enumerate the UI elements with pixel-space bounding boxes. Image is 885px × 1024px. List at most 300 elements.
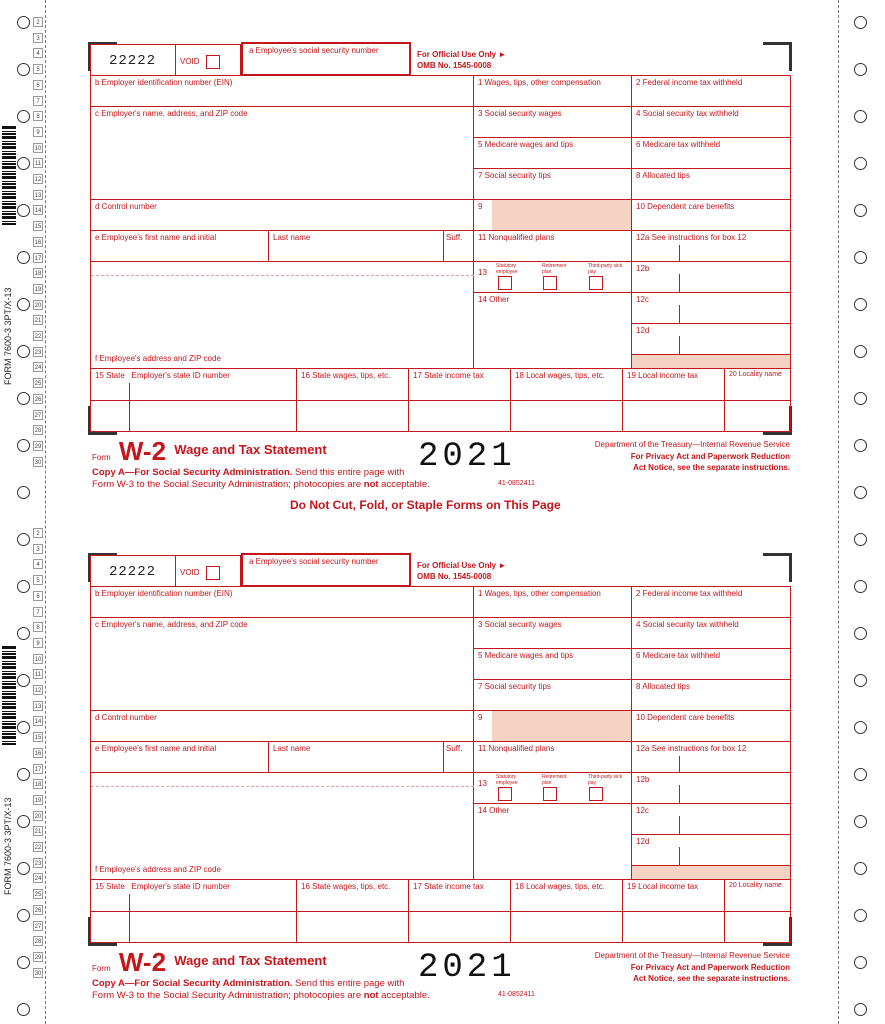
box-16-label: 16 State wages, tips, etc. xyxy=(301,371,391,380)
box-17[interactable] xyxy=(409,880,511,912)
privacy-notice-1: For Privacy Act and Paperwork Reduction xyxy=(630,452,790,461)
right-feed-hole xyxy=(854,204,867,217)
box-12a-code-divider xyxy=(679,245,680,261)
line-number: 16 xyxy=(33,748,43,758)
box-13-label: 13 xyxy=(478,779,487,788)
line-number: 6 xyxy=(33,591,43,601)
left-feed-hole xyxy=(17,909,30,922)
control-code-cell xyxy=(91,44,176,76)
box-c-label: c Employer's name, address, and ZIP code xyxy=(95,109,248,118)
box-12a-label: 12a See instructions for box 12 xyxy=(636,744,747,753)
box-19[interactable] xyxy=(623,369,725,401)
line-number: 11 xyxy=(33,669,43,679)
ssn-label: a Employee's social security number xyxy=(249,557,379,566)
box-5-label: 5 Medicare wages and tips xyxy=(478,140,574,149)
line-number: 6 xyxy=(33,80,43,90)
box-17-line2[interactable] xyxy=(409,401,511,432)
left-feed-hole xyxy=(17,533,30,546)
copy-line2-a: Form W-3 to the Social Security Administration; photocopies are xyxy=(92,479,364,490)
box-14-other[interactable] xyxy=(474,804,632,880)
copy-line2-b: acceptable. xyxy=(378,479,430,490)
left-feed-hole xyxy=(17,815,30,828)
copy-a-rest: Send this entire page with xyxy=(292,467,405,478)
box-9-shading xyxy=(492,711,631,741)
box-16-line2[interactable] xyxy=(297,912,409,943)
line-number: 30 xyxy=(33,457,43,467)
box-12d[interactable] xyxy=(632,324,791,355)
box-d-label: d Control number xyxy=(95,202,157,211)
copy-line2-not: not xyxy=(363,990,379,1001)
box-16[interactable] xyxy=(297,369,409,401)
box-6[interactable] xyxy=(632,138,791,169)
line-number: 10 xyxy=(33,654,43,664)
box-9-label: 9 xyxy=(474,711,496,742)
right-feed-hole xyxy=(854,627,867,640)
box-16-line2[interactable] xyxy=(297,401,409,432)
line-number: 2 xyxy=(33,17,43,27)
official-use-label: For Official Use Only ► xyxy=(417,50,507,59)
box-2[interactable] xyxy=(632,587,791,618)
box-20-line2[interactable] xyxy=(725,912,791,943)
box-15-divider-2 xyxy=(129,401,130,432)
box-11[interactable] xyxy=(474,231,632,262)
left-feed-hole xyxy=(17,110,30,123)
copy-line2-not: not xyxy=(363,479,379,490)
box-12d-code-divider xyxy=(679,336,680,354)
official-use-cell xyxy=(411,555,791,587)
box-20[interactable] xyxy=(725,880,791,912)
box-e-suff-label: Suff. xyxy=(446,744,463,753)
right-feed-hole xyxy=(854,580,867,593)
box-e-first[interactable] xyxy=(91,742,269,773)
box-12d[interactable] xyxy=(632,835,791,866)
left-feed-hole xyxy=(17,251,30,264)
tax-year: 2021 xyxy=(418,438,516,476)
box-14-label: 14 Other xyxy=(478,806,510,815)
box-4[interactable] xyxy=(632,107,791,138)
copy-line2-b: acceptable. xyxy=(378,990,430,1001)
line-number: 23 xyxy=(33,858,43,868)
line-number: 14 xyxy=(33,205,43,215)
box-12a[interactable] xyxy=(632,231,791,262)
line-number: 12 xyxy=(33,685,43,695)
line-number: 29 xyxy=(33,441,43,451)
left-feed-hole xyxy=(17,862,30,875)
box-12d-code-divider xyxy=(679,847,680,865)
left-feed-hole xyxy=(17,956,30,969)
right-feed-hole xyxy=(854,862,867,875)
line-number: 11 xyxy=(33,158,43,168)
line-number: 13 xyxy=(33,701,43,711)
line-number: 27 xyxy=(33,410,43,420)
box-d-control[interactable] xyxy=(91,711,474,742)
statutory-label: Statutory employee xyxy=(496,774,518,786)
box-13 xyxy=(474,262,632,293)
right-feed-hole xyxy=(854,909,867,922)
box-5[interactable] xyxy=(474,138,632,169)
left-feed-hole xyxy=(17,63,30,76)
right-feed-hole xyxy=(854,392,867,405)
box-12c-code-divider xyxy=(679,305,680,323)
box-1-label: 1 Wages, tips, other compensation xyxy=(478,589,601,598)
box-16-label: 16 State wages, tips, etc. xyxy=(301,882,391,891)
line-number: 22 xyxy=(33,842,43,852)
right-feed-hole xyxy=(854,721,867,734)
wage-tax-statement: Wage and Tax Statement xyxy=(174,953,327,968)
box-12b-label: 12b xyxy=(636,264,650,273)
void-cell xyxy=(176,555,241,587)
official-use-label: For Official Use Only ► xyxy=(417,561,507,570)
box-9-shading xyxy=(492,200,631,230)
left-feed-hole xyxy=(17,345,30,358)
box-20-label: 20 Locality name xyxy=(729,371,782,378)
line-number: 20 xyxy=(33,300,43,310)
box-19-line2[interactable] xyxy=(623,401,725,432)
line-number: 4 xyxy=(33,559,43,569)
form-grid xyxy=(90,44,791,432)
box-12b[interactable] xyxy=(632,773,791,804)
box-15-state-line2[interactable] xyxy=(91,912,297,943)
box-15-id-label: Employer's state ID number xyxy=(131,882,230,891)
box-15-state[interactable] xyxy=(91,880,297,912)
box-1[interactable] xyxy=(474,587,632,618)
box-15-label: 15 State xyxy=(95,882,125,891)
tax-year: 2021 xyxy=(418,949,516,987)
form-grid xyxy=(90,555,791,943)
box-9 xyxy=(474,200,632,231)
box-12b[interactable] xyxy=(632,262,791,293)
box-f-address[interactable] xyxy=(91,262,474,369)
copy-a-line2 xyxy=(92,990,430,1001)
line-number: 15 xyxy=(33,221,43,231)
omb-number: OMB No. 1545-0008 xyxy=(417,572,492,581)
box-5[interactable] xyxy=(474,649,632,680)
left-feed-hole xyxy=(17,768,30,781)
form-word: Form xyxy=(92,964,111,973)
box-6-label: 6 Medicare tax withheld xyxy=(636,651,721,660)
box-12b-label: 12b xyxy=(636,775,650,784)
right-feed-hole xyxy=(854,298,867,311)
void-cell xyxy=(176,44,241,76)
line-number: 12 xyxy=(33,174,43,184)
vertical-form-label-2: FORM 7600-3 3PT/X-13 xyxy=(3,797,13,895)
box-7[interactable] xyxy=(474,680,632,711)
ssn-field[interactable] xyxy=(241,553,411,587)
box-1[interactable] xyxy=(474,76,632,107)
line-number: 10 xyxy=(33,143,43,153)
line-number: 7 xyxy=(33,607,43,617)
box-b-label: b Employer identification number (EIN) xyxy=(95,589,233,598)
box-b-ein[interactable] xyxy=(91,587,474,618)
line-number: 21 xyxy=(33,315,43,325)
copy-line2-a: Form W-3 to the Social Security Administration; photocopies are xyxy=(92,990,364,1001)
control-code: 22222 xyxy=(109,53,157,69)
left-feed-hole xyxy=(17,439,30,452)
line-number: 27 xyxy=(33,921,43,931)
line-number: 8 xyxy=(33,622,43,632)
vertical-form-label: FORM 7600-3 3PT/X-13 xyxy=(3,287,13,385)
line-number: 26 xyxy=(33,394,43,404)
barcode-top xyxy=(2,125,16,225)
left-feed-hole xyxy=(17,298,30,311)
line-number: 4 xyxy=(33,48,43,58)
retirement-checkbox[interactable] xyxy=(543,276,557,290)
box-16[interactable] xyxy=(297,880,409,912)
box-6[interactable] xyxy=(632,649,791,680)
box-17-line2[interactable] xyxy=(409,912,511,943)
box-6-label: 6 Medicare tax withheld xyxy=(636,140,721,149)
box-15-label: 15 State xyxy=(95,371,125,380)
name-dotted-line xyxy=(91,786,474,787)
void-checkbox[interactable] xyxy=(206,55,220,69)
left-perforation xyxy=(45,0,46,1024)
line-number: 17 xyxy=(33,253,43,263)
right-feed-hole xyxy=(854,439,867,452)
box-8-label: 8 Allocated tips xyxy=(636,171,690,180)
box-e-suff[interactable] xyxy=(444,742,474,773)
form-word: Form xyxy=(92,453,111,462)
privacy-notice-1: For Privacy Act and Paperwork Reduction xyxy=(630,963,790,972)
copy-a-bold: Copy A—For Social Security Administration. xyxy=(92,978,293,989)
void-label: VOID xyxy=(180,57,200,67)
right-feed-hole xyxy=(854,768,867,781)
line-number: 13 xyxy=(33,190,43,200)
box-3[interactable] xyxy=(474,618,632,649)
statutory-checkbox[interactable] xyxy=(498,787,512,801)
line-number: 23 xyxy=(33,347,43,357)
line-number: 9 xyxy=(33,638,43,648)
box-14-label: 14 Other xyxy=(478,295,510,304)
right-feed-hole xyxy=(854,63,867,76)
box-e-last-label: Last name xyxy=(273,233,311,242)
box-18-label: 18 Local wages, tips, etc. xyxy=(515,371,605,380)
left-feed-hole xyxy=(17,157,30,170)
box-d-label: d Control number xyxy=(95,713,157,722)
copy-a-rest: Send this entire page with xyxy=(292,978,405,989)
line-number: 19 xyxy=(33,795,43,805)
box-12c[interactable] xyxy=(632,293,791,324)
box-14-other[interactable] xyxy=(474,293,632,369)
right-feed-hole xyxy=(854,157,867,170)
line-number: 19 xyxy=(33,284,43,294)
box-12-shading xyxy=(632,866,791,880)
box-20-label: 20 Locality name xyxy=(729,882,782,889)
box-e-suff[interactable] xyxy=(444,231,474,262)
void-label: VOID xyxy=(180,568,200,578)
box-10[interactable] xyxy=(632,200,791,231)
box-12-shading xyxy=(632,355,791,369)
box-17[interactable] xyxy=(409,369,511,401)
left-feed-hole xyxy=(17,721,30,734)
right-feed-hole xyxy=(854,110,867,123)
line-number: 22 xyxy=(33,331,43,341)
box-17-label: 17 State income tax xyxy=(413,371,484,380)
line-number: 18 xyxy=(33,779,43,789)
statutory-checkbox[interactable] xyxy=(498,276,512,290)
catalog-number: 41-0852411 xyxy=(498,991,535,998)
right-feed-hole xyxy=(854,345,867,358)
box-8[interactable] xyxy=(632,680,791,711)
box-12b-code-divider xyxy=(679,274,680,292)
ssn-field[interactable] xyxy=(241,42,411,76)
line-number: 24 xyxy=(33,362,43,372)
box-17-label: 17 State income tax xyxy=(413,882,484,891)
line-number: 26 xyxy=(33,905,43,915)
box-8-label: 8 Allocated tips xyxy=(636,682,690,691)
line-number: 5 xyxy=(33,575,43,585)
w2-title: W-2 xyxy=(118,947,167,977)
box-7-label: 7 Social security tips xyxy=(478,171,551,180)
box-18[interactable] xyxy=(511,880,623,912)
wage-tax-statement: Wage and Tax Statement xyxy=(174,442,327,457)
box-b-label: b Employer identification number (EIN) xyxy=(95,78,233,87)
box-15-divider-2 xyxy=(129,912,130,943)
box-f-address[interactable] xyxy=(91,773,474,880)
box-11[interactable] xyxy=(474,742,632,773)
right-feed-hole xyxy=(854,956,867,969)
copy-a-bold: Copy A—For Social Security Administration. xyxy=(92,467,293,478)
retirement-label: Retirement plan xyxy=(542,774,567,786)
box-4-label: 4 Social security tax withheld xyxy=(636,109,739,118)
box-13 xyxy=(474,773,632,804)
box-4-label: 4 Social security tax withheld xyxy=(636,620,739,629)
box-3[interactable] xyxy=(474,107,632,138)
box-20-line2[interactable] xyxy=(725,401,791,432)
statutory-label: Statutory employee xyxy=(496,263,518,275)
box-9-label: 9 xyxy=(474,200,496,231)
box-2-label: 2 Federal income tax withheld xyxy=(636,589,743,598)
box-2[interactable] xyxy=(632,76,791,107)
box-12b-code-divider xyxy=(679,785,680,803)
left-feed-hole xyxy=(17,674,30,687)
control-code-cell xyxy=(91,555,176,587)
right-feed-hole xyxy=(854,815,867,828)
retirement-label: Retirement plan xyxy=(542,263,567,275)
box-4[interactable] xyxy=(632,618,791,649)
omb-number: OMB No. 1545-0008 xyxy=(417,61,492,70)
box-15-state-line2[interactable] xyxy=(91,401,297,432)
box-e-first[interactable] xyxy=(91,231,269,262)
no-cut-notice: Do Not Cut, Fold, or Staple Forms on This Page xyxy=(290,498,561,512)
box-3-label: 3 Social security wages xyxy=(478,620,562,629)
box-18[interactable] xyxy=(511,369,623,401)
left-feed-hole xyxy=(17,627,30,640)
box-3-label: 3 Social security wages xyxy=(478,109,562,118)
line-number: 30 xyxy=(33,968,43,978)
box-c-employer[interactable] xyxy=(91,618,474,711)
box-e-last-label: Last name xyxy=(273,744,311,753)
box-18-line2[interactable] xyxy=(511,401,623,432)
box-19-line2[interactable] xyxy=(623,912,725,943)
form-footer-title xyxy=(92,436,327,467)
right-feed-hole xyxy=(854,16,867,29)
box-d-control[interactable] xyxy=(91,200,474,231)
right-feed-hole xyxy=(854,1003,867,1016)
copy-a-line2 xyxy=(92,479,430,490)
box-f-label: f Employee's address and ZIP code xyxy=(95,354,221,363)
privacy-notice-2: Act Notice, see the separate instructions. xyxy=(633,463,790,472)
right-feed-hole xyxy=(854,674,867,687)
line-number: 20 xyxy=(33,811,43,821)
box-11-label: 11 Nonqualified plans xyxy=(478,744,555,753)
box-12c-label: 12c xyxy=(636,806,649,815)
box-12a-label: 12a See instructions for box 12 xyxy=(636,233,747,242)
box-e-last[interactable] xyxy=(269,742,444,773)
line-number: 15 xyxy=(33,732,43,742)
box-11-label: 11 Nonqualified plans xyxy=(478,233,555,242)
thirdparty-label: Third-party sick pay xyxy=(588,263,623,275)
box-19-label: 19 Local income tax xyxy=(627,371,699,380)
form-footer-title xyxy=(92,947,327,978)
box-19[interactable] xyxy=(623,880,725,912)
department-label: Department of the Treasury—Internal Revenue Service xyxy=(594,951,790,960)
box-10-label: 10 Dependent care benefits xyxy=(636,713,735,722)
line-number: 5 xyxy=(33,64,43,74)
right-feed-hole xyxy=(854,251,867,264)
box-e-last[interactable] xyxy=(269,231,444,262)
box-12c-label: 12c xyxy=(636,295,649,304)
left-feed-hole xyxy=(17,580,30,593)
box-8[interactable] xyxy=(632,169,791,200)
box-7-label: 7 Social security tips xyxy=(478,682,551,691)
official-use-cell xyxy=(411,44,791,76)
box-7[interactable] xyxy=(474,169,632,200)
box-18-line2[interactable] xyxy=(511,912,623,943)
thirdparty-checkbox[interactable] xyxy=(589,276,603,290)
box-f-label: f Employee's address and ZIP code xyxy=(95,865,221,874)
retirement-checkbox[interactable] xyxy=(543,787,557,801)
line-number: 8 xyxy=(33,111,43,121)
box-c-employer[interactable] xyxy=(91,107,474,200)
box-12d-label: 12d xyxy=(636,326,650,335)
copy-a-line1 xyxy=(92,467,404,478)
privacy-notice-2: Act Notice, see the separate instructions. xyxy=(633,974,790,983)
box-10[interactable] xyxy=(632,711,791,742)
box-12a[interactable] xyxy=(632,742,791,773)
box-20[interactable] xyxy=(725,369,791,401)
box-e-first-label: e Employee's first name and initial xyxy=(95,744,217,753)
department-label: Department of the Treasury—Internal Revenue Service xyxy=(594,440,790,449)
line-number: 28 xyxy=(33,936,43,946)
w2-title: W-2 xyxy=(118,436,167,466)
barcode-bottom xyxy=(2,645,16,745)
box-12d-label: 12d xyxy=(636,837,650,846)
right-feed-hole xyxy=(854,486,867,499)
line-number: 25 xyxy=(33,378,43,388)
box-15-divider xyxy=(129,894,130,912)
void-checkbox[interactable] xyxy=(206,566,220,580)
box-b-ein[interactable] xyxy=(91,76,474,107)
line-number: 3 xyxy=(33,544,43,554)
box-15-state[interactable] xyxy=(91,369,297,401)
box-c-label: c Employer's name, address, and ZIP code xyxy=(95,620,248,629)
thirdparty-checkbox[interactable] xyxy=(589,787,603,801)
box-15-id-label: Employer's state ID number xyxy=(131,371,230,380)
box-15-divider xyxy=(129,383,130,401)
box-5-label: 5 Medicare wages and tips xyxy=(478,651,574,660)
left-feed-hole xyxy=(17,1003,30,1016)
line-number: 29 xyxy=(33,952,43,962)
line-number: 21 xyxy=(33,826,43,836)
left-feed-hole xyxy=(17,486,30,499)
box-e-first-label: e Employee's first name and initial xyxy=(95,233,217,242)
box-2-label: 2 Federal income tax withheld xyxy=(636,78,743,87)
box-10-label: 10 Dependent care benefits xyxy=(636,202,735,211)
right-feed-hole xyxy=(854,533,867,546)
box-12c[interactable] xyxy=(632,804,791,835)
box-12c-code-divider xyxy=(679,816,680,834)
line-number: 2 xyxy=(33,528,43,538)
